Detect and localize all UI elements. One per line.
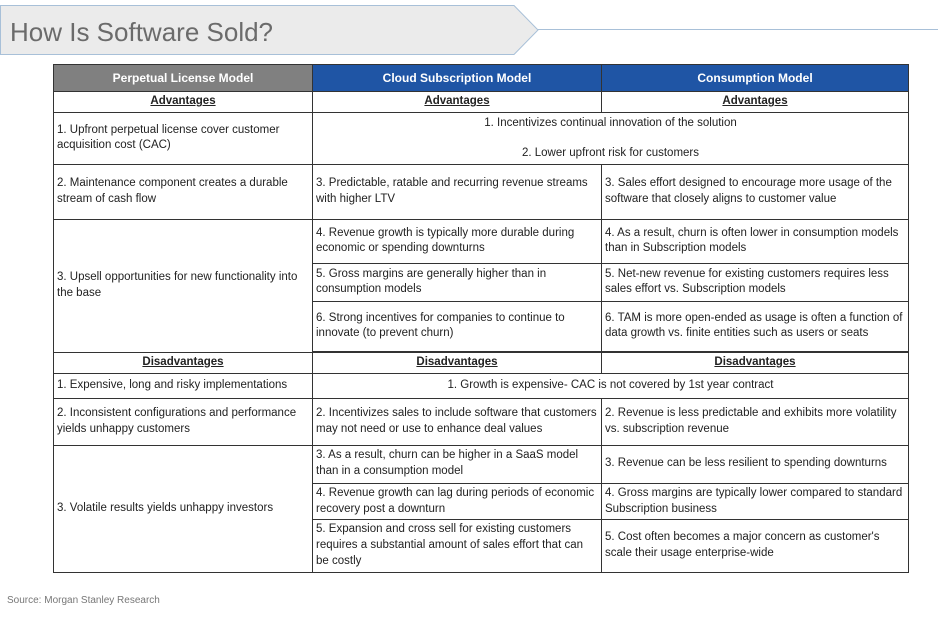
disadvantage-cloud-2: 2. Incentivizes sales to include software that customers may not need or use to enhance deal values — [313, 398, 602, 445]
comparison-table — [53, 64, 909, 573]
table-row — [54, 164, 909, 219]
advantages-label-row — [54, 92, 909, 113]
disadvantage-cloud-5: 5. Expansion and cross sell for existing customers requires a substantial amount of sales effort that can be costly — [313, 520, 602, 573]
disadvantage-perpetual-3: 3. Volatile results yields unhappy investors — [54, 445, 313, 572]
column-header-perpetual: Perpetual License Model — [54, 65, 313, 92]
table-row — [54, 219, 909, 263]
disadvantage-consumption-2: 2. Revenue is less predictable and exhibits more volatility vs. subscription revenue — [602, 398, 909, 445]
source-note: Source: Morgan Stanley Research — [7, 595, 160, 606]
advantage-consumption-3: 3. Sales effort designed to encourage more usage of the software that closely aligns to customer value — [602, 164, 909, 219]
advantage-consumption-6: 6. TAM is more open-ended as usage is often a function of data growth vs. finite entities such as users or seats — [602, 301, 909, 351]
advantage-perpetual-1: 1. Upfront perpetual license cover customer acquisition cost (CAC) — [54, 112, 313, 164]
disadvantage-consumption-5: 5. Cost often becomes a major concern as customer's scale their usage enterprise-wide — [602, 520, 909, 573]
advantages-label-perpetual: Advantages — [54, 92, 313, 113]
shared-advantages-cell — [313, 112, 909, 164]
header-row — [54, 65, 909, 92]
shared-disadvantage-1: 1. Growth is expensive- CAC is not covered by 1st year contract — [313, 373, 909, 398]
table-row — [54, 373, 909, 398]
advantage-cloud-5: 5. Gross margins are generally higher than in consumption models — [313, 263, 602, 301]
page-title: How Is Software Sold? — [10, 17, 274, 47]
disadvantages-label-row — [54, 352, 909, 373]
disadvantage-cloud-3: 3. As a result, churn can be higher in a SaaS model than in a consumption model — [313, 445, 602, 483]
disadvantages-label-perpetual: Disadvantages — [54, 352, 313, 373]
disadvantage-cloud-4: 4. Revenue growth can lag during periods of economic recovery post a downturn — [313, 483, 602, 520]
title-divider — [538, 29, 938, 30]
advantages-label-consumption: Advantages — [602, 92, 909, 113]
column-header-cloud: Cloud Subscription Model — [313, 65, 602, 92]
disadvantage-perpetual-2: 2. Inconsistent configurations and performance yields unhappy customers — [54, 398, 313, 445]
shared-advantage-2: 2. Lower upfront risk for customers — [521, 146, 700, 159]
advantage-cloud-3: 3. Predictable, ratable and recurring revenue streams with higher LTV — [313, 164, 602, 219]
advantage-consumption-5: 5. Net-new revenue for existing customers requires less sales effort vs. Subscription models — [602, 263, 909, 301]
disadvantage-consumption-4: 4. Gross margins are typically lower compared to standard Subscription business — [602, 483, 909, 520]
advantages-label-cloud: Advantages — [313, 92, 602, 113]
disadvantage-perpetual-1: 1. Expensive, long and risky implementations — [54, 373, 313, 398]
advantage-perpetual-2: 2. Maintenance component creates a durable stream of cash flow — [54, 164, 313, 219]
disadvantages-label-cloud: Disadvantages — [313, 352, 602, 373]
advantage-consumption-4: 4. As a result, churn is often lower in consumption models than in Subscription models — [602, 219, 909, 263]
table-row — [54, 398, 909, 445]
disadvantages-label-consumption: Disadvantages — [602, 352, 909, 373]
advantage-cloud-6: 6. Strong incentives for companies to continue to innovate (to prevent churn) — [313, 301, 602, 351]
advantage-perpetual-3: 3. Upsell opportunities for new functionality into the base — [54, 219, 313, 352]
table-row — [54, 445, 909, 483]
title-banner — [0, 5, 540, 55]
column-header-consumption: Consumption Model — [602, 65, 909, 92]
table-row — [54, 112, 909, 164]
disadvantage-consumption-3: 3. Revenue can be less resilient to spending downturns — [602, 445, 909, 483]
advantage-cloud-4: 4. Revenue growth is typically more durable during economic or spending downturns — [313, 219, 602, 263]
shared-advantage-1: 1. Incentivizes continual innovation of the solution — [484, 117, 737, 129]
